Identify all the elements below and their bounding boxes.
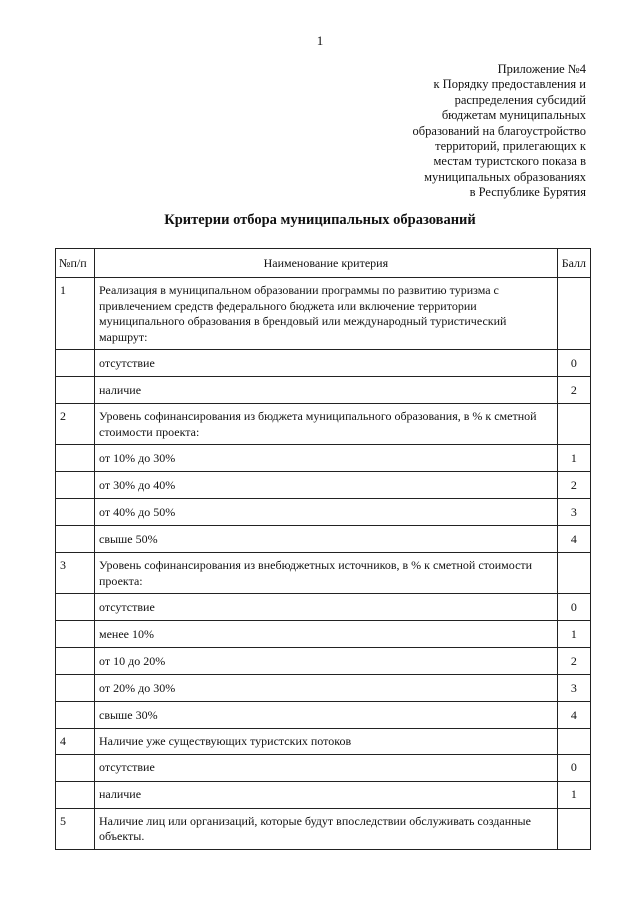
- option-number-empty: [56, 377, 95, 404]
- option-number-empty: [56, 781, 95, 808]
- criteria-body: [56, 278, 591, 850]
- table-header-row: [56, 249, 591, 278]
- option-label: отсутствие: [95, 594, 558, 621]
- criterion-score-empty: [557, 404, 590, 445]
- option-score: 1: [557, 445, 590, 472]
- option-row: [56, 377, 591, 404]
- option-score: 4: [557, 702, 590, 729]
- option-row: [56, 702, 591, 729]
- option-score: 3: [557, 499, 590, 526]
- option-row: [56, 499, 591, 526]
- option-score: 4: [557, 526, 590, 553]
- appendix-line: распределения субсидий: [454, 92, 586, 107]
- criterion-text: Наличие лиц или организаций, которые будут впоследствии обслуживать созданные объекты.: [95, 808, 558, 849]
- option-row: [56, 675, 591, 702]
- appendix-line: к Порядку предоставления и: [433, 77, 586, 92]
- option-row: [56, 754, 591, 781]
- header-name: Наименование критерия: [95, 249, 558, 278]
- option-row: [56, 445, 591, 472]
- option-label: от 40% до 50%: [95, 499, 558, 526]
- option-number-empty: [56, 526, 95, 553]
- appendix-line: в Республике Бурятия: [469, 185, 586, 200]
- criterion-score-empty: [557, 553, 590, 594]
- page-number: 1: [316, 33, 324, 48]
- option-score: 1: [557, 621, 590, 648]
- criterion-number: 2: [56, 404, 95, 445]
- appendix-line: местам туристского показа в: [433, 154, 586, 169]
- appendix-line: территорий, прилегающих к: [435, 139, 586, 154]
- option-number-empty: [56, 621, 95, 648]
- option-score: 2: [557, 377, 590, 404]
- option-label: свыше 50%: [95, 526, 558, 553]
- option-number-empty: [56, 702, 95, 729]
- option-label: от 10% до 30%: [95, 445, 558, 472]
- criterion-row: [56, 729, 591, 755]
- option-row: [56, 648, 591, 675]
- appendix-block: [326, 62, 586, 201]
- option-number-empty: [56, 648, 95, 675]
- criterion-score-empty: [557, 729, 590, 755]
- criterion-text: Уровень софинансирования из внебюджетных источников, в % к сметной стоимости проекта:: [95, 553, 558, 594]
- criterion-number: 3: [56, 553, 95, 594]
- header-score: Балл: [557, 249, 590, 278]
- appendix-line: Приложение №4: [497, 62, 586, 76]
- option-score: 2: [557, 648, 590, 675]
- option-number-empty: [56, 472, 95, 499]
- header-num: №п/п: [56, 249, 95, 278]
- option-number-empty: [56, 594, 95, 621]
- option-row: [56, 526, 591, 553]
- option-number-empty: [56, 499, 95, 526]
- option-score: 0: [557, 350, 590, 377]
- option-row: [56, 350, 591, 377]
- criterion-text: Наличие уже существующих туристских потоков: [95, 729, 558, 755]
- option-label: отсутствие: [95, 754, 558, 781]
- criterion-number: 1: [56, 278, 95, 350]
- criteria-table: [55, 248, 591, 850]
- option-label: наличие: [95, 377, 558, 404]
- appendix-line: муниципальных образованиях: [424, 169, 586, 184]
- option-label: от 20% до 30%: [95, 675, 558, 702]
- criterion-text: Реализация в муниципальном образовании программы по развитию туризма с привлечением средств федерального бюджета или включение территории муниципального образования в брендовый или международный туристический маршрут:: [95, 278, 558, 350]
- option-score: 2: [557, 472, 590, 499]
- appendix-line: образований на благоустройство: [412, 123, 586, 138]
- criterion-row: [56, 278, 591, 350]
- criterion-row: [56, 808, 591, 849]
- option-label: от 10 до 20%: [95, 648, 558, 675]
- criterion-score-empty: [557, 808, 590, 849]
- option-label: от 30% до 40%: [95, 472, 558, 499]
- option-score: 0: [557, 594, 590, 621]
- document-title: Критерии отбора муниципальных образований: [164, 212, 476, 228]
- option-score: 3: [557, 675, 590, 702]
- criterion-row: [56, 553, 591, 594]
- option-score: 1: [557, 781, 590, 808]
- criterion-text: Уровень софинансирования из бюджета муниципального образования, в % к сметной стоимости проекта:: [95, 404, 558, 445]
- option-number-empty: [56, 350, 95, 377]
- option-number-empty: [56, 675, 95, 702]
- option-label: отсутствие: [95, 350, 558, 377]
- option-row: [56, 472, 591, 499]
- appendix-line: бюджетам муниципальных: [441, 108, 586, 123]
- option-label: менее 10%: [95, 621, 558, 648]
- option-label: свыше 30%: [95, 702, 558, 729]
- option-row: [56, 781, 591, 808]
- option-row: [56, 621, 591, 648]
- option-number-empty: [56, 754, 95, 781]
- option-label: наличие: [95, 781, 558, 808]
- criterion-score-empty: [557, 278, 590, 350]
- criterion-number: 5: [56, 808, 95, 849]
- criterion-row: [56, 404, 591, 445]
- criterion-number: 4: [56, 729, 95, 755]
- option-number-empty: [56, 445, 95, 472]
- option-score: 0: [557, 754, 590, 781]
- option-row: [56, 594, 591, 621]
